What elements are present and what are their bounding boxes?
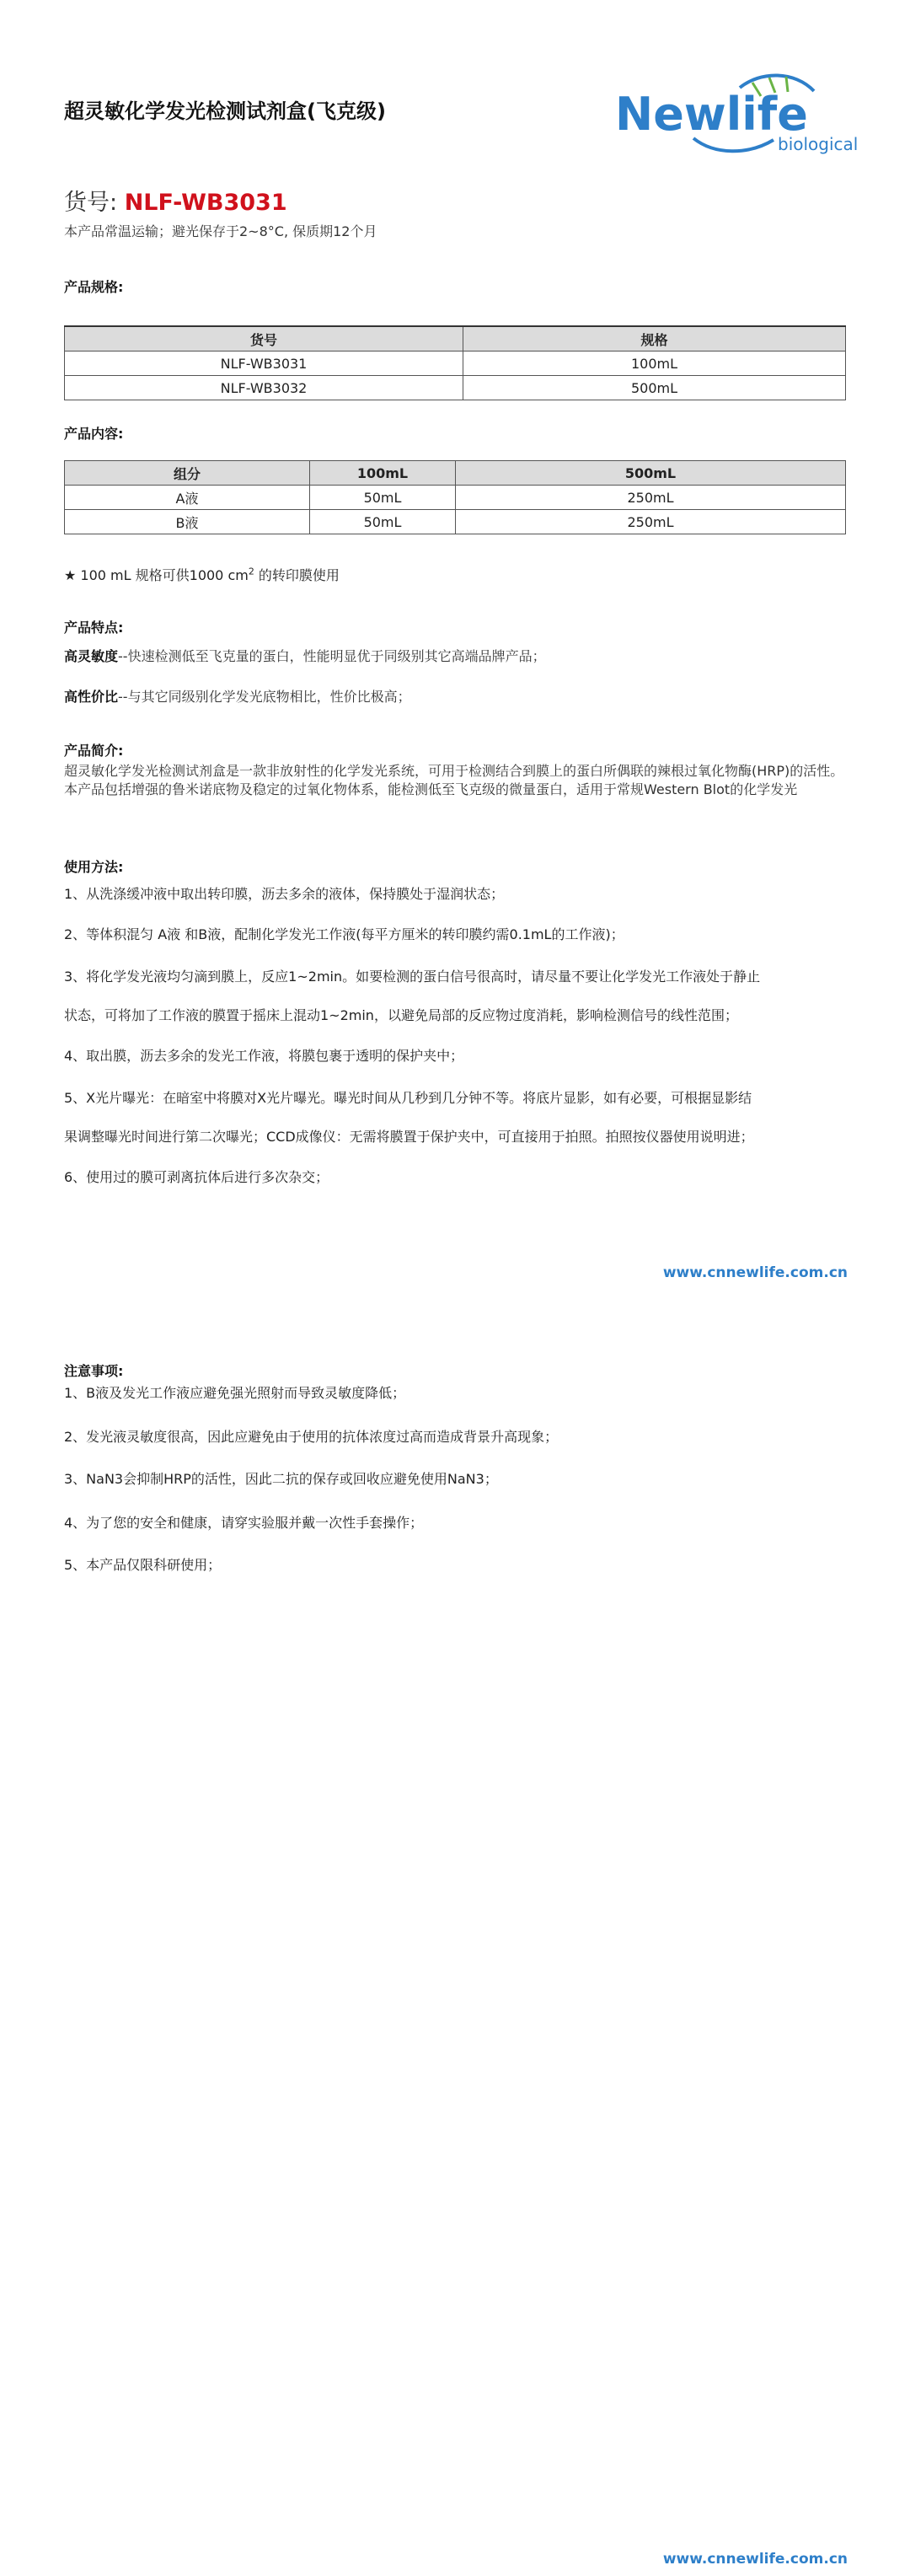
catalog-code: NLF-WB3031: [124, 190, 287, 216]
usage-note: [64, 565, 340, 584]
method-heading: 使用方法:: [64, 859, 124, 875]
method-step: 6、使用过的膜可剥离抗体后进行多次杂交；: [64, 1169, 329, 1185]
intro-heading: 产品简介:: [64, 743, 124, 759]
contents-cell: 50mL: [310, 486, 456, 510]
contents-header-component: 组分: [65, 461, 310, 486]
method-step: 4、取出膜，沥去多余的发光工作液，将膜包裹于透明的保护夹中；: [64, 1048, 464, 1064]
spec-cell: NLF-WB3031: [65, 352, 463, 376]
precaution-item: 2、发光液灵敏度很高，因此应避免由于使用的抗体浓度过高而造成背景升高现象；: [64, 1429, 559, 1445]
feature-text: --与其它同级别化学发光底物相比，性价比极高；: [118, 689, 411, 705]
usage-note-sup: 2: [248, 566, 254, 577]
page-title: 超灵敏化学发光检测试剂盒(飞克级): [64, 99, 386, 123]
contents-cell: B液: [65, 510, 310, 534]
spec-header-catalog: 货号: [65, 326, 463, 352]
table-row: [65, 510, 846, 534]
table-row: [65, 376, 846, 400]
feature-text: --快速检测低至飞克量的蛋白，性能明显优于同级别其它高端品牌产品；: [118, 648, 546, 664]
spec-cell: 100mL: [463, 352, 846, 376]
precaution-item: 3、NaN3会抑制HRP的活性，因此二抗的保存或回收应避免使用NaN3；: [64, 1471, 498, 1487]
precaution-item: 4、为了您的安全和健康，请穿实验服并戴一次性手套操作；: [64, 1515, 424, 1531]
method-step: 果调整曝光时间进行第二次曝光；CCD成像仪：无需将膜置于保护夹中，可直接用于拍照。拍照按仪器使用说明进；: [64, 1129, 754, 1145]
precaution-item: 5、本产品仅限科研使用；: [64, 1557, 222, 1573]
method-step: 3、将化学发光液均匀滴到膜上，反应1~2min。如要检测的蛋白信号很高时，请尽量不要让化学发光工作液处于静止: [64, 969, 761, 985]
contents-cell: 250mL: [456, 510, 846, 534]
catalog-label: 货号:: [64, 190, 118, 216]
storage-info: 本产品常温运输；避光保存于2~8°C, 保质期12个月: [64, 223, 377, 239]
newlife-logo: [613, 72, 858, 157]
contents-header-500ml: 500mL: [456, 461, 846, 486]
contents-heading: 产品内容:: [64, 426, 124, 442]
method-step: 状态，可将加了工作液的膜置于摇床上混动1~2min，以避免局部的反应物过度消耗，影响检测信号的线性范围；: [64, 1007, 738, 1023]
spec-cell: NLF-WB3032: [65, 376, 463, 400]
table-row: [65, 486, 846, 510]
feature-label: 高性价比: [64, 689, 119, 705]
contents-cell: 50mL: [310, 510, 456, 534]
table-row: [65, 352, 846, 376]
precaution-item: 1、B液及发光工作液应避免强光照射而导致灵敏度降低；: [64, 1385, 406, 1401]
website-link-footer[interactable]: www.cnnewlife.com.cn: [662, 2551, 848, 2568]
feature-label: 高灵敏度: [64, 648, 119, 664]
website-link[interactable]: www.cnnewlife.com.cn: [662, 1264, 848, 1281]
method-step: 1、从洗涤缓冲液中取出转印膜，沥去多余的液体，保持膜处于湿润状态；: [64, 886, 505, 902]
feature-item: [64, 646, 546, 665]
spec-table: [64, 325, 846, 400]
spec-header-size: 规格: [463, 326, 846, 352]
method-step: 5、X光片曝光：在暗室中将膜对X光片曝光。曝光时间从几秒到几分钟不等。将底片显影，如有必要，可根据显影结: [64, 1090, 752, 1106]
usage-note-suffix: 的转印膜使用: [254, 567, 340, 583]
usage-note-prefix: ★ 100 mL 规格可供1000 cm: [64, 567, 249, 583]
contents-header-100ml: 100mL: [310, 461, 456, 486]
feature-item: [64, 686, 411, 706]
features-heading: 产品特点:: [64, 620, 124, 636]
contents-table: [64, 460, 846, 534]
method-step: 2、等体积混匀 A液 和B液，配制化学发光工作液(每平方厘米的转印膜约需0.1mL的工作液)；: [64, 926, 624, 942]
logo-subtext: biological: [778, 134, 858, 154]
intro-text: 超灵敏化学发光检测试剂盒是一款非放射性的化学发光系统，可用于检测结合到膜上的蛋白所偶联的辣根过氧化物酶(HRP)的活性。本产品包括增强的鲁米诺底物及稳定的过氧化物体系，能检测低至飞克级的微量蛋白，适用于常规Western Blot的化学发光: [64, 763, 844, 797]
catalog-number: [64, 184, 287, 217]
spec-cell: 500mL: [463, 376, 846, 400]
contents-cell: 250mL: [456, 486, 846, 510]
contents-cell: A液: [65, 486, 310, 510]
logo-text: Newlife: [615, 88, 808, 141]
precautions-heading: 注意事项:: [64, 1363, 124, 1379]
spec-heading: 产品规格:: [64, 279, 124, 295]
